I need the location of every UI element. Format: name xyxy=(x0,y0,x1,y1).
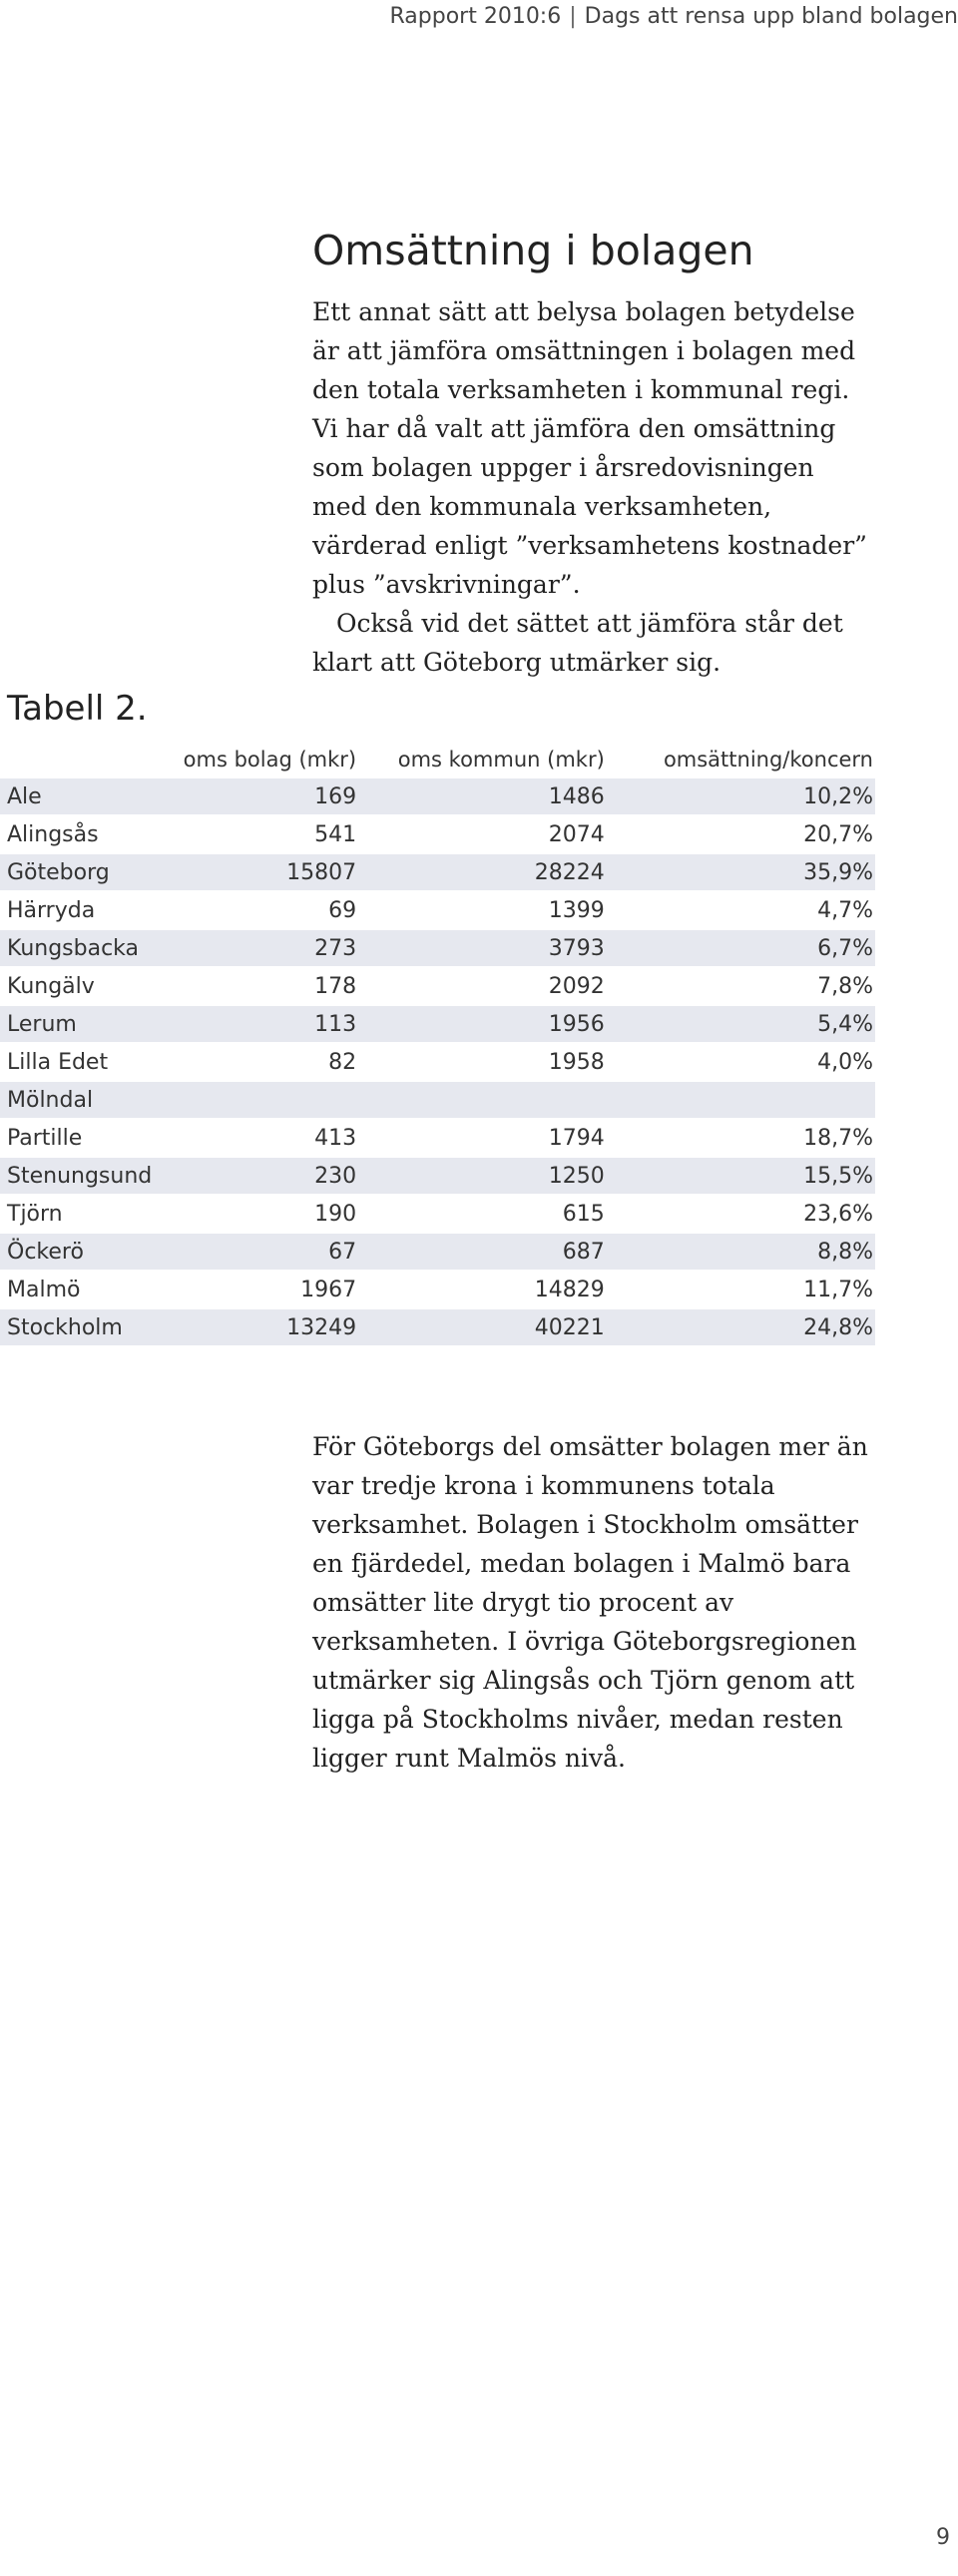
share-cell: 7,8% xyxy=(817,973,873,999)
column-header-share: omsättning/koncern xyxy=(663,748,873,772)
municipal-turnover-cell: 687 xyxy=(358,1234,607,1270)
table-row xyxy=(0,1120,875,1156)
column-header-company-turnover: oms bolag (mkr) xyxy=(183,748,357,772)
company-turnover-cell: 13249 xyxy=(176,1309,358,1345)
municipality-cell: Stenungsund xyxy=(0,1158,176,1194)
intro-paragraph: Ett annat sätt att belysa bolagen betydelse är att jämföra omsättningen i bolagen med den totala verksamheten i kommunal regi. Vi har då valt att jämföra den omsättning som bolagen uppger i årsredovisningen med den kommunala verksamheten, värderad enligt ”verksamhetens kostnader” plus ”avskrivningar”. xyxy=(312,297,867,599)
municipal-turnover-cell: 2092 xyxy=(548,973,605,999)
column-header-municipality xyxy=(0,743,176,776)
table-row xyxy=(0,1272,875,1307)
share-cell: 10,2% xyxy=(607,778,875,814)
table-row xyxy=(0,892,875,928)
municipality-cell: Stockholm xyxy=(0,1309,176,1345)
share-cell xyxy=(607,1082,875,1118)
closing-paragraph: För Göteborgs del omsätter bolagen mer än var tredje krona i kommunens totala verksamhet. Bolagen i Stockholm omsätter en fjärdedel, medan bolagen i Malmö bara omsätter lite drygt tio procent av verksamheten. I övriga Göteborgsregionen utmärker sig Alingsås och Tjörn genom att ligga på Stockholms nivåer, medan resten ligger runt Malmös nivå. xyxy=(312,1432,868,1773)
company-turnover-cell: 69 xyxy=(328,897,357,923)
closing-text-block xyxy=(312,1427,871,1778)
table-row xyxy=(0,930,875,966)
table-row xyxy=(0,1006,875,1042)
second-paragraph: Också vid det sättet att jämföra står det klart att Göteborg utmärker sig. xyxy=(312,609,843,677)
municipal-turnover-cell: 40221 xyxy=(358,1309,607,1345)
municipality-cell: Alingsås xyxy=(7,821,99,847)
company-turnover-cell: 178 xyxy=(314,973,357,999)
company-turnover-cell: 15807 xyxy=(176,854,358,890)
municipal-turnover-cell: 28224 xyxy=(358,854,607,890)
municipal-turnover-cell xyxy=(358,1082,607,1118)
share-cell: 24,8% xyxy=(607,1309,875,1345)
table-row xyxy=(0,1234,875,1270)
company-turnover-cell: 541 xyxy=(314,821,357,847)
table-row xyxy=(0,1196,875,1232)
share-cell: 8,8% xyxy=(607,1234,875,1270)
table-body xyxy=(0,778,875,1345)
share-cell: 20,7% xyxy=(803,821,873,847)
share-cell: 18,7% xyxy=(803,1125,873,1151)
municipality-cell: Lilla Edet xyxy=(7,1049,109,1075)
report-section-title: Dags att rensa upp bland bolagen xyxy=(584,4,958,29)
municipality-cell: Tjörn xyxy=(7,1201,63,1227)
municipal-turnover-cell: 2074 xyxy=(548,821,605,847)
municipal-turnover-cell: 1956 xyxy=(358,1006,607,1042)
municipality-cell: Kungälv xyxy=(7,973,95,999)
table-row xyxy=(0,778,875,814)
share-cell: 11,7% xyxy=(803,1277,873,1302)
report-id: Rapport 2010:6 xyxy=(389,4,562,29)
municipality-cell: Mölndal xyxy=(0,1082,176,1118)
turnover-table xyxy=(0,741,875,1347)
municipality-cell: Malmö xyxy=(7,1277,81,1302)
municipality-cell: Lerum xyxy=(0,1006,176,1042)
municipality-cell: Partille xyxy=(7,1125,83,1151)
municipality-cell: Göteborg xyxy=(0,854,176,890)
company-turnover-cell: 273 xyxy=(176,930,358,966)
municipality-cell: Öckerö xyxy=(0,1234,176,1270)
company-turnover-cell: 1967 xyxy=(300,1277,357,1302)
municipality-cell: Kungsbacka xyxy=(0,930,176,966)
section-heading: Omsättning i bolagen xyxy=(312,227,754,274)
table-row xyxy=(0,1309,875,1345)
share-cell: 15,5% xyxy=(607,1158,875,1194)
municipal-turnover-cell: 1486 xyxy=(358,778,607,814)
company-turnover-cell: 190 xyxy=(314,1201,357,1227)
table-row xyxy=(0,816,875,852)
table-label: Tabell 2. xyxy=(7,689,148,729)
municipal-turnover-cell: 1958 xyxy=(548,1049,605,1075)
municipal-turnover-cell: 615 xyxy=(562,1201,605,1227)
municipal-turnover-cell: 14829 xyxy=(534,1277,605,1302)
company-turnover-cell: 82 xyxy=(328,1049,357,1075)
share-cell: 4,7% xyxy=(817,897,873,923)
share-cell: 23,6% xyxy=(803,1201,873,1227)
table-row xyxy=(0,1158,875,1194)
table-row xyxy=(0,968,875,1004)
municipal-turnover-cell: 1399 xyxy=(548,897,605,923)
municipality-cell: Härryda xyxy=(7,897,96,923)
municipal-turnover-cell: 1250 xyxy=(358,1158,607,1194)
share-cell: 6,7% xyxy=(607,930,875,966)
company-turnover-cell xyxy=(176,1082,358,1118)
company-turnover-cell: 413 xyxy=(314,1125,357,1151)
table-header-row xyxy=(0,743,875,776)
share-cell: 5,4% xyxy=(607,1006,875,1042)
company-turnover-cell: 230 xyxy=(176,1158,358,1194)
company-turnover-cell: 113 xyxy=(176,1006,358,1042)
municipal-turnover-cell: 1794 xyxy=(548,1125,605,1151)
municipality-cell: Ale xyxy=(0,778,176,814)
company-turnover-cell: 169 xyxy=(176,778,358,814)
column-header-municipal-turnover: oms kommun (mkr) xyxy=(397,748,605,772)
table-row xyxy=(0,1082,875,1118)
table-row xyxy=(0,854,875,890)
page-number: 9 xyxy=(936,2525,950,2550)
share-cell: 4,0% xyxy=(817,1049,873,1075)
header-separator: | xyxy=(569,4,577,29)
table-row xyxy=(0,1044,875,1080)
municipal-turnover-cell: 3793 xyxy=(358,930,607,966)
company-turnover-cell: 67 xyxy=(176,1234,358,1270)
share-cell: 35,9% xyxy=(607,854,875,890)
intro-text-block xyxy=(312,292,871,682)
running-header xyxy=(0,4,958,29)
